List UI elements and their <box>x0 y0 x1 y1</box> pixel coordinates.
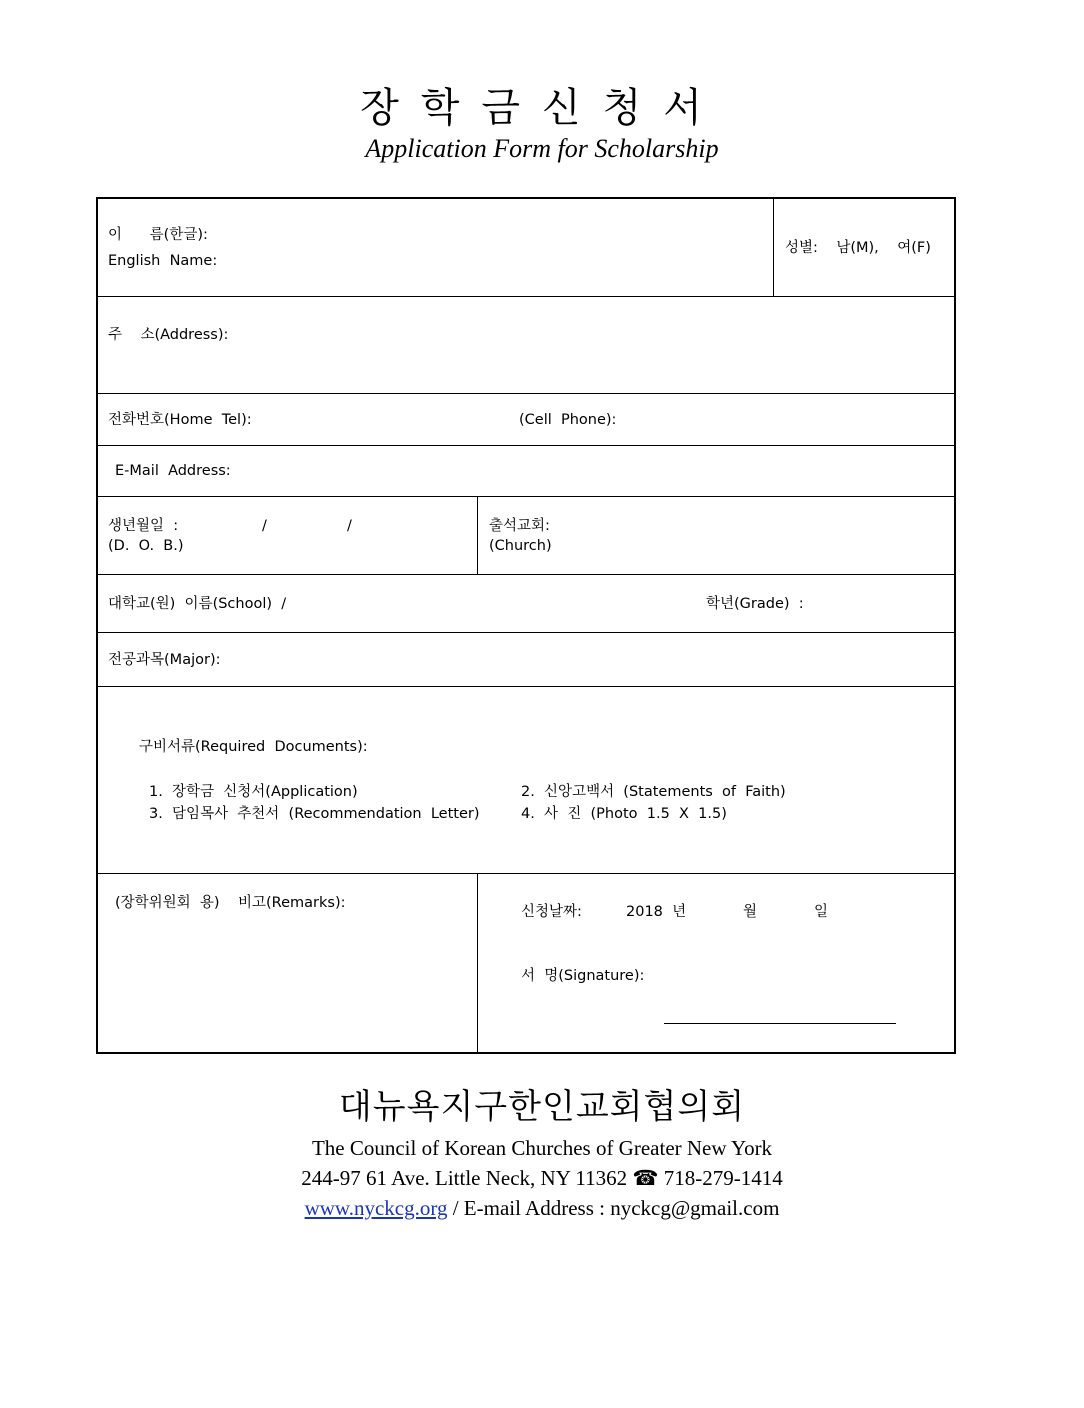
page-title-korean: 장학금신청서 <box>360 85 724 131</box>
website-link[interactable]: www.nyckcg.org <box>304 1196 448 1220</box>
signature-line[interactable] <box>664 1023 896 1024</box>
signature-label: 서 명(Signature): <box>521 968 645 984</box>
dob-separator: / <box>262 518 267 534</box>
column-divider <box>477 873 478 1054</box>
name-korean-label[interactable]: 이 름(한글): <box>108 227 208 243</box>
row-divider <box>98 632 954 633</box>
organization-name-korean: 대뉴욕지구한인교회협의회 <box>338 1087 746 1127</box>
required-documents-label: 구비서류(Required Documents): <box>139 739 368 755</box>
row-divider <box>98 873 954 874</box>
application-date-label: 신청날짜: <box>521 904 582 920</box>
row-divider <box>98 496 954 497</box>
row-divider <box>98 296 954 297</box>
email-label[interactable]: E-Mail Address: <box>115 463 231 479</box>
name-english-label[interactable]: English Name: <box>108 253 218 269</box>
organization-name-english: The Council of Korean Churches of Greater New York <box>311 1136 773 1160</box>
application-form <box>96 197 956 1054</box>
organization-contact <box>0 1194 1084 1222</box>
column-divider <box>773 199 774 296</box>
home-tel-label[interactable]: 전화번호(Home Tel): <box>108 412 252 428</box>
document-item: 2. 신앙고백서 (Statements of Faith) <box>521 784 786 800</box>
row-divider <box>98 445 954 446</box>
cell-phone-label[interactable]: (Cell Phone): <box>519 412 617 428</box>
application-month-label[interactable]: 월 <box>743 904 758 920</box>
dob-english-label: (D. O. B.) <box>108 538 184 554</box>
application-day-label[interactable]: 일 <box>814 904 829 920</box>
row-divider <box>98 686 954 687</box>
school-label[interactable]: 대학교(원) 이름(School) / <box>108 596 287 612</box>
document-item: 4. 사 진 (Photo 1.5 X 1.5) <box>521 806 727 822</box>
organization-address: 244-97 61 Ave. Little Neck, NY 11362 ☎ 718-279-1414 <box>301 1166 783 1190</box>
major-label[interactable]: 전공과목(Major): <box>108 652 221 668</box>
church-english-label: (Church) <box>489 538 552 554</box>
church-korean-label[interactable]: 출석교회: <box>489 518 550 534</box>
email-address: / E-mail Address : nyckcg@gmail.com <box>447 1196 780 1220</box>
document-item: 3. 담임목사 추천서 (Recommendation Letter) <box>149 806 480 822</box>
document-item: 1. 장학금 신청서(Application) <box>149 784 358 800</box>
application-year[interactable]: 2018 년 <box>626 904 687 920</box>
page-title-english: Application Form for Scholarship <box>365 134 719 163</box>
column-divider <box>477 496 478 574</box>
dob-separator: / <box>347 518 352 534</box>
dob-label[interactable]: 생년월일 : <box>108 518 179 534</box>
address-label[interactable]: 주 소(Address): <box>108 327 229 343</box>
remarks-label[interactable]: (장학위원회 용) 비고(Remarks): <box>115 895 346 911</box>
row-divider <box>98 574 954 575</box>
grade-label[interactable]: 학년(Grade) : <box>706 596 804 612</box>
row-divider <box>98 393 954 394</box>
gender-label[interactable]: 성별: 남(M), 여(F) <box>785 240 931 256</box>
